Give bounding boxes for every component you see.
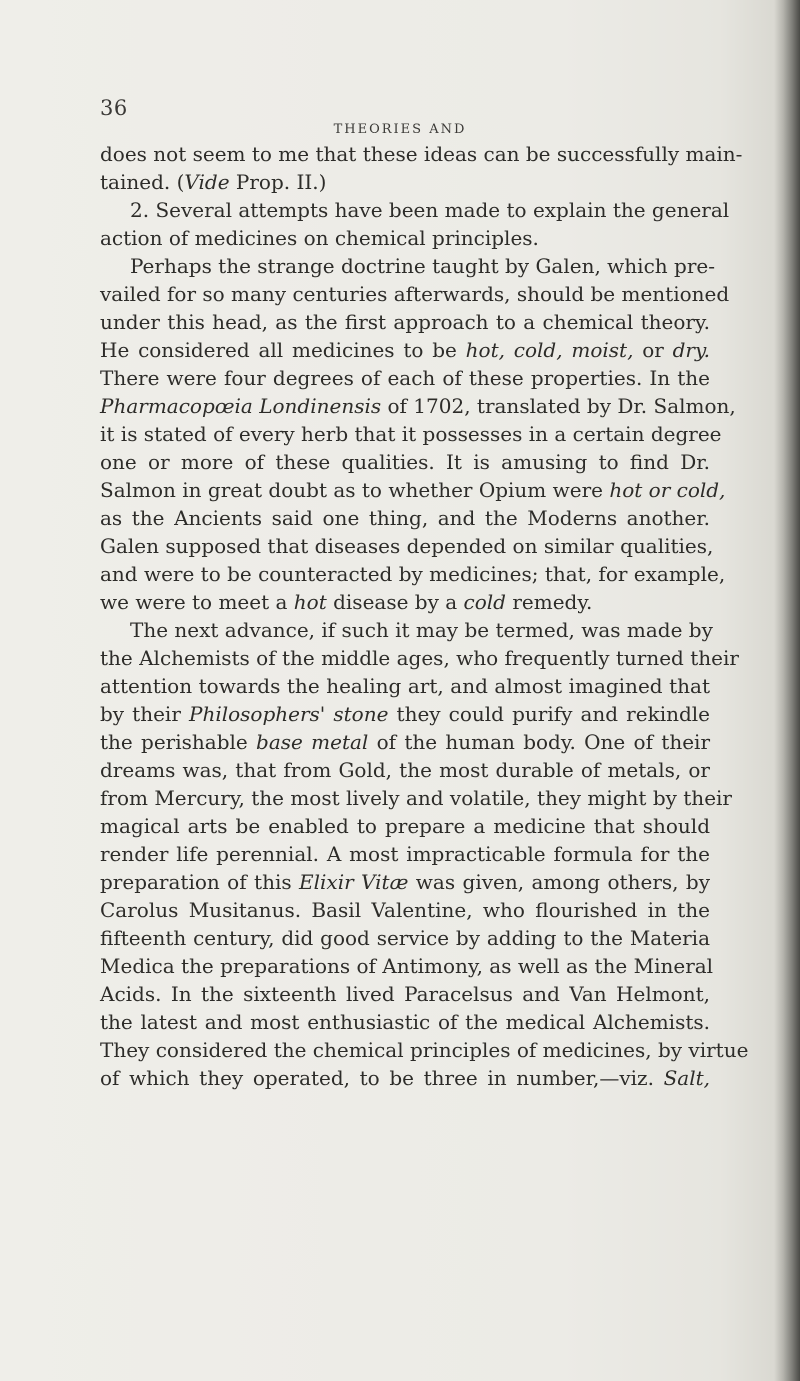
- text-span: of which they operated, to be three in number,—viz.: [100, 1066, 664, 1090]
- page-header: [0, 96, 800, 136]
- page-edge-shadow: [774, 0, 800, 1381]
- italic-span: Pharmacopœia Londinensis: [100, 394, 382, 418]
- text-span: does not seem to me that these ideas can be successfully main-: [100, 142, 743, 166]
- text-line: [100, 756, 710, 784]
- text-line: [100, 1008, 710, 1036]
- text-line: [100, 308, 710, 336]
- text-line: [100, 252, 715, 280]
- text-line: [100, 1064, 710, 1092]
- text-span: or: [633, 338, 673, 362]
- text-line: [100, 868, 710, 896]
- text-line: [100, 672, 710, 700]
- italic-span: Elixir Vitæ: [299, 870, 409, 894]
- text-line: [100, 364, 710, 392]
- text-span: action of medicines on chemical principles.: [100, 226, 539, 250]
- text-span: by their: [100, 702, 189, 726]
- text-line: [100, 700, 710, 728]
- text-span: tained. (: [100, 170, 185, 194]
- text-span: was given, among others, by: [408, 870, 711, 894]
- text-span: from Mercury, the most lively and volatile, they might by their: [100, 786, 732, 810]
- text-span: Carolus Musitanus. Basil Valentine, who flourished in the: [100, 898, 710, 922]
- text-span: under this head, as the first approach to a chemical theory.: [100, 310, 710, 334]
- text-line: [100, 840, 710, 868]
- text-span: Salmon in great doubt as to whether Opium were: [100, 478, 610, 502]
- text-span: they could purify and rekindle: [388, 702, 711, 726]
- text-line: [100, 560, 726, 588]
- text-span: one or more of these qualities. It is amusing to find Dr.: [100, 450, 710, 474]
- text-line: [100, 280, 730, 308]
- text-span: and were to be counteracted by medicines; that, for example,: [100, 562, 726, 586]
- text-line: [100, 896, 710, 924]
- text-span: Galen supposed that diseases depended on similar qualities,: [100, 534, 714, 558]
- text-span: render life perennial. A most impracticable formula for the: [100, 842, 710, 866]
- text-span: the Alchemists of the middle ages, who frequently turned their: [100, 646, 739, 670]
- text-span: of the human body. One of their: [368, 730, 711, 754]
- italic-span: hot or cold,: [609, 478, 726, 502]
- text-line: [100, 532, 714, 560]
- text-line: [100, 476, 726, 504]
- text-span: it is stated of every herb that it possesses in a certain degree: [100, 422, 722, 446]
- text-line: [100, 336, 710, 364]
- text-line: [100, 784, 732, 812]
- text-line: [100, 224, 710, 252]
- text-span: Perhaps the strange doctrine taught by Galen, which pre-: [130, 254, 715, 278]
- page-number: 36: [100, 96, 128, 120]
- text-line: [100, 644, 739, 672]
- text-span: we were to meet a: [100, 590, 294, 614]
- italic-span: cold: [463, 590, 506, 614]
- text-line: [100, 448, 710, 476]
- text-span: vailed for so many centuries afterwards, should be mentioned: [100, 282, 730, 306]
- text-span: Acids. In the sixteenth lived Paracelsus and Van Helmont,: [100, 982, 710, 1006]
- text-span: 2. Several attempts have been made to explain the general: [130, 198, 730, 222]
- text-line: [100, 728, 710, 756]
- text-span: He considered all medicines to be: [100, 338, 466, 362]
- text-span: dreams was, that from Gold, the most durable of metals, or: [100, 758, 710, 782]
- text-span: the perishable: [100, 730, 257, 754]
- text-span: disease by a: [326, 590, 464, 614]
- text-span: They considered the chemical principles of medicines, by virtue: [100, 1038, 749, 1062]
- text-line: [100, 616, 713, 644]
- text-span: as the Ancients said one thing, and the Moderns another.: [100, 506, 710, 530]
- text-line: [100, 588, 710, 616]
- italic-span: Philosophers' stone: [188, 702, 389, 726]
- text-span: The next advance, if such it may be termed, was made by: [130, 618, 713, 642]
- text-span: There were four degrees of each of these properties. In the: [100, 366, 710, 390]
- text-span: of 1702, translated by Dr. Salmon,: [381, 394, 736, 418]
- text-span: Prop. II.): [229, 170, 327, 194]
- text-span: fifteenth century, did good service by adding to the Materia: [100, 926, 710, 950]
- text-span: magical arts be enabled to prepare a medicine that should: [100, 814, 710, 838]
- italic-span: Salt,: [663, 1066, 710, 1090]
- body-text: [100, 140, 749, 1092]
- text-span: preparation of this: [100, 870, 300, 894]
- text-span: remedy.: [505, 590, 593, 614]
- running-head: THEORIES AND: [333, 122, 467, 137]
- text-line: [100, 196, 730, 224]
- text-line: [100, 1036, 749, 1064]
- italic-span: hot, cold, moist,: [465, 338, 634, 362]
- text-span: attention towards the healing art, and almost imagined that: [100, 674, 710, 698]
- text-line: [100, 392, 736, 420]
- text-line: [100, 980, 710, 1008]
- text-line: [100, 140, 743, 168]
- text-line: [100, 812, 710, 840]
- text-line: [100, 420, 722, 448]
- text-line: [100, 504, 710, 532]
- italic-span: base metal: [256, 730, 369, 754]
- italic-span: dry.: [672, 338, 710, 362]
- text-line: [100, 952, 714, 980]
- text-span: Medica the preparations of Antimony, as well as the Mineral: [100, 954, 714, 978]
- italic-span: hot: [293, 590, 327, 614]
- italic-span: Vide: [184, 170, 230, 194]
- text-span: the latest and most enthusiastic of the medical Alchemists.: [100, 1010, 710, 1034]
- text-line: [100, 168, 710, 196]
- text-line: [100, 924, 710, 952]
